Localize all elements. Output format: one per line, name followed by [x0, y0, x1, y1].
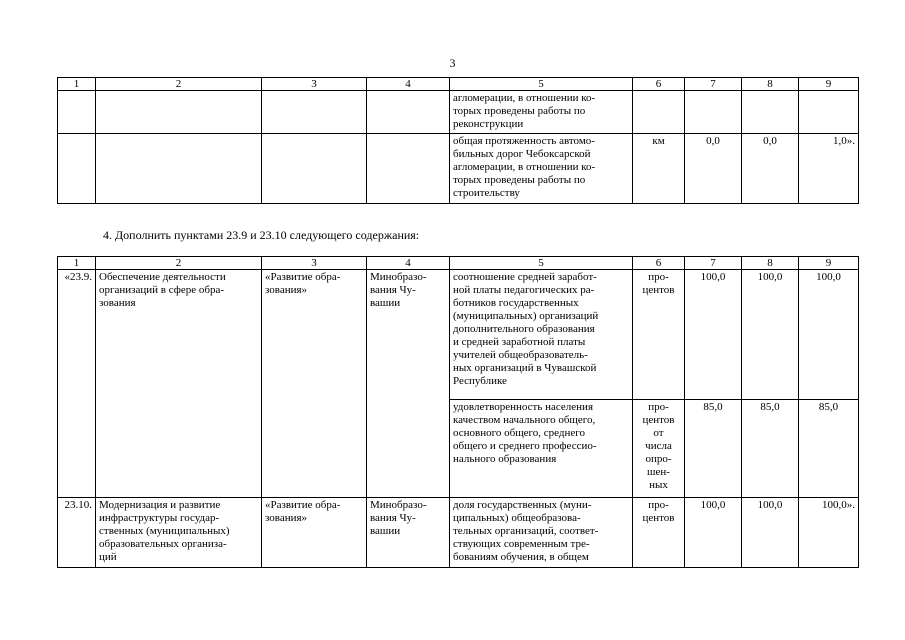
col-num-7: 7 [685, 257, 742, 270]
cell-value-9 [799, 91, 859, 134]
col-num-1: 1 [58, 78, 96, 91]
col-num-4: 4 [367, 78, 450, 91]
cell-unit: про- центов [633, 270, 685, 400]
cell-value-9: 100,0 [799, 270, 859, 400]
col-num-6: 6 [633, 257, 685, 270]
col-num-8: 8 [742, 78, 799, 91]
col-num-1: 1 [58, 257, 96, 270]
cell-value-8: 85,0 [742, 400, 799, 498]
amendment-paragraph: 4. Дополнить пунктами 23.9 и 23.10 следующего содержания: [103, 228, 420, 242]
col-num-9: 9 [799, 257, 859, 270]
col-num-7: 7 [685, 78, 742, 91]
cell-value-7: 100,0 [685, 270, 742, 400]
col-num-3: 3 [262, 78, 367, 91]
cell-value-8: 100,0 [742, 498, 799, 568]
table-row [58, 498, 859, 568]
cell-value-8: 0,0 [742, 134, 799, 204]
cell-name [96, 134, 262, 204]
cell-program [262, 91, 367, 134]
col-num-5: 5 [450, 78, 633, 91]
cell-value-9: 1,0». [799, 134, 859, 204]
cell-value-7: 0,0 [685, 134, 742, 204]
col-num-8: 8 [742, 257, 799, 270]
column-number-row [58, 257, 859, 270]
page-number: 3 [449, 56, 456, 70]
cell-unit: про- центов [633, 498, 685, 568]
cell-value-9: 85,0 [799, 400, 859, 498]
col-num-9: 9 [799, 78, 859, 91]
cell-unit: км [633, 134, 685, 204]
col-num-4: 4 [367, 257, 450, 270]
cell-program: «Развитие обра- зования» [262, 498, 367, 568]
cell-indicator: соотношение средней заработ- ной платы педагогических ра- ботников государственных (муниципальных) организаций дополнительного образования и средней заработной платы учителей общеобразователь- ных организаций в Чувашской Республике [450, 270, 633, 400]
column-number-row [58, 78, 859, 91]
cell-executor: Минобразо- вания Чу- вашии [367, 270, 450, 498]
table-continued [57, 77, 859, 204]
col-num-3: 3 [262, 257, 367, 270]
cell-value-7: 85,0 [685, 400, 742, 498]
col-num-2: 2 [96, 257, 262, 270]
cell-name [96, 91, 262, 134]
table-row [58, 134, 859, 204]
col-num-2: 2 [96, 78, 262, 91]
cell-indicator: общая протяженность автомо- бильных дорог Чебоксарской агломерации, в отношении ко- торых проведены работы по строительству [450, 134, 633, 204]
cell-executor [367, 134, 450, 204]
col-num-6: 6 [633, 78, 685, 91]
cell-program [262, 134, 367, 204]
cell-value-8 [742, 91, 799, 134]
cell-value-8: 100,0 [742, 270, 799, 400]
cell-unit [633, 91, 685, 134]
cell-number [58, 91, 96, 134]
cell-unit: про- центов от числа опро- шен- ных [633, 400, 685, 498]
table-row [58, 270, 859, 400]
cell-value-7: 100,0 [685, 498, 742, 568]
cell-value-7 [685, 91, 742, 134]
cell-name: Обеспечение деятельности организаций в сфере обра- зования [96, 270, 262, 498]
cell-indicator: агломерации, в отношении ко- торых проведены работы по реконструкции [450, 91, 633, 134]
table-row [58, 91, 859, 134]
cell-number [58, 134, 96, 204]
cell-number: 23.10. [58, 498, 96, 568]
cell-program: «Развитие обра- зования» [262, 270, 367, 498]
table-new-items [57, 256, 859, 568]
cell-number: «23.9. [58, 270, 96, 498]
cell-name: Модернизация и развитие инфраструктуры государ- ственных (муниципальных) образовательных организа- ций [96, 498, 262, 568]
cell-value-9: 100,0». [799, 498, 859, 568]
col-num-5: 5 [450, 257, 633, 270]
cell-executor: Минобразо- вания Чу- вашии [367, 498, 450, 568]
cell-indicator: удовлетворенность населения качеством начального общего, основного общего, среднего общего и среднего профессио- нального образования [450, 400, 633, 498]
cell-indicator: доля государственных (муни- ципальных) общеобразова- тельных организаций, соответ- ствующих современным тре- бованиям обучения, в общем [450, 498, 633, 568]
cell-executor [367, 91, 450, 134]
